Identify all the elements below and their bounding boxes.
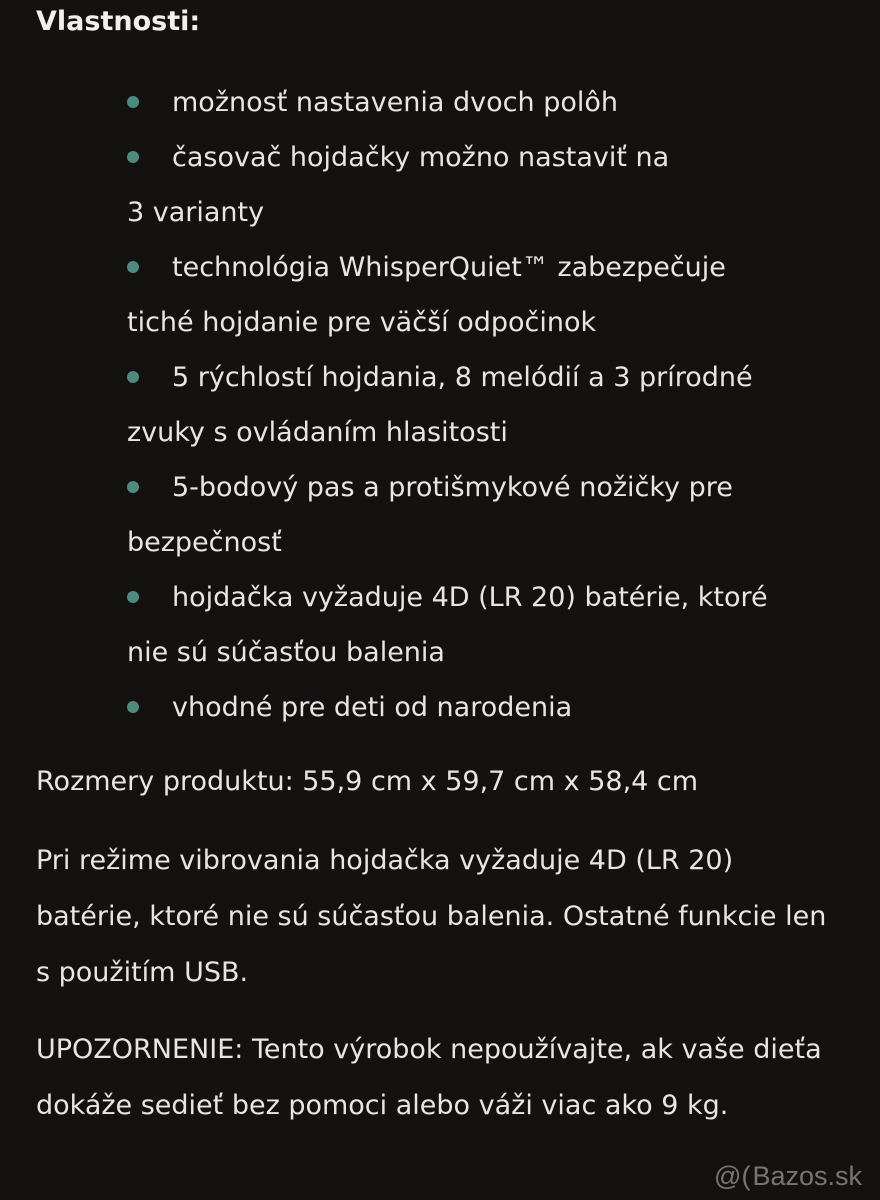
bullet-icon <box>127 371 139 383</box>
list-item <box>127 240 857 350</box>
feature-text-continued: bezpečnosť <box>127 527 282 558</box>
bullet-icon <box>127 481 139 493</box>
feature-text-continued: tiché hojdanie pre väčší odpočinok <box>127 307 597 338</box>
warning-text: UPOZORNENIE: Tento výrobok nepoužívajte, ak vaše dieťa dokáže sedieť bez pomoci alebo váži viac ako 9 kg. <box>36 1034 822 1121</box>
bazos-logo-icon: @( <box>714 1161 751 1191</box>
feature-text-continued: zvuky s ovládaním hlasitosti <box>127 417 508 448</box>
feature-text-continued: nie sú súčasťou balenia <box>127 637 445 668</box>
watermark-text: Bazos.sk <box>752 1161 862 1191</box>
feature-text: možnosť nastavenia dvoch polôh <box>172 87 619 118</box>
bullet-icon <box>127 151 139 163</box>
features-heading: Vlastnosti: <box>36 6 201 37</box>
feature-text: 5 rýchlostí hojdania, 8 melódií a 3 prírodné <box>172 362 753 393</box>
dimensions-text: Rozmery produktu: 55,9 cm x 59,7 cm x 58,4 cm <box>36 766 699 797</box>
battery-note: Pri režime vibrovania hojdačka vyžaduje 4D (LR 20) batérie, ktoré nie sú súčasťou balenia. Ostatné funkcie len s použitím USB. <box>36 845 827 988</box>
feature-text: hojdačka vyžaduje 4D (LR 20) batérie, ktoré <box>172 582 768 613</box>
list-item <box>127 130 857 240</box>
list-item <box>127 570 857 680</box>
feature-text: časovač hojdačky možno nastaviť na <box>172 142 670 173</box>
feature-text: 5-bodový pas a protišmykové nožičky pre <box>172 472 733 503</box>
bullet-icon <box>127 261 139 273</box>
list-item <box>127 460 857 570</box>
list-item <box>127 350 857 460</box>
bazos-watermark <box>714 1161 862 1192</box>
feature-text: technológia WhisperQuiet™ zabezpečuje <box>172 252 726 283</box>
list-item <box>127 680 857 735</box>
bullet-icon <box>127 701 139 713</box>
bullet-icon <box>127 96 139 108</box>
feature-list <box>127 75 857 735</box>
bullet-icon <box>127 591 139 603</box>
feature-text: vhodné pre deti od narodenia <box>172 692 573 723</box>
feature-text-continued: 3 varianty <box>127 197 265 228</box>
list-item <box>127 75 857 130</box>
